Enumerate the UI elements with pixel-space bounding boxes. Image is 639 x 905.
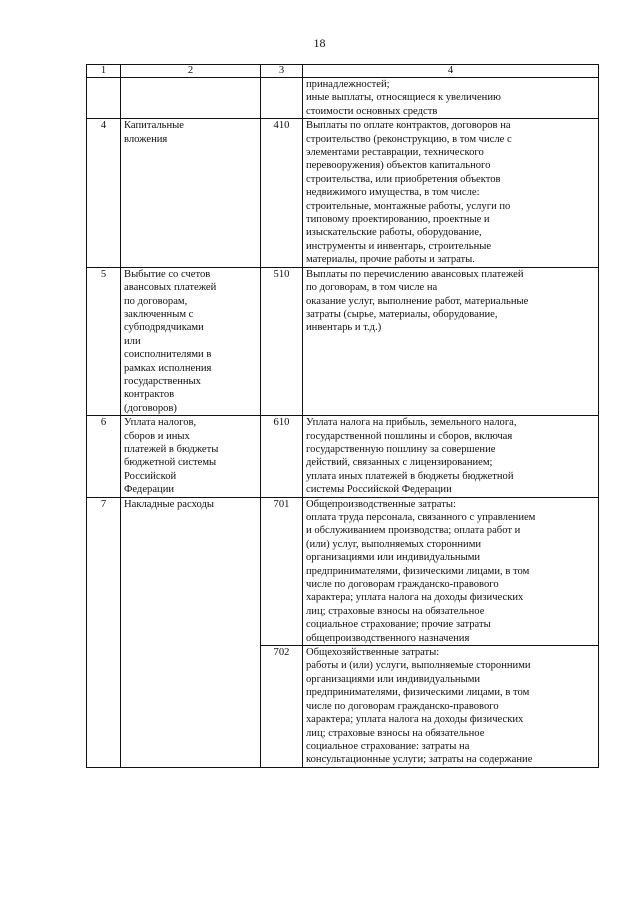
text-line: инвентарь и т.д.) <box>306 322 382 334</box>
text-line: материалы, прочие работы и затраты. <box>306 254 475 266</box>
text-line: социальное страхование; прочие затраты <box>306 619 491 631</box>
expense-table <box>86 64 599 768</box>
text-line: Общепроизводственные затраты: <box>306 498 456 510</box>
row-description <box>303 646 599 768</box>
text-line: стоимости основных средств <box>306 105 438 117</box>
text-line: Общехозяйственные затраты: <box>306 647 440 659</box>
page-number: 18 <box>313 36 326 50</box>
text-line: Накладные расходы <box>124 498 214 510</box>
text-line: инструменты и инвентарь, строительные <box>306 240 492 252</box>
text-line: строительство (реконструкцию, в том числе с <box>306 133 512 145</box>
text-line: лиц; страховые взносы на обязательное <box>306 605 485 617</box>
text-line: заключенным с <box>124 308 194 320</box>
header-col-1: 1 <box>87 65 121 78</box>
text-line: сборов и иных <box>124 430 190 442</box>
text-line: бюджетной системы <box>124 457 217 469</box>
text-line: (договоров) <box>124 402 177 414</box>
text-line: Уплата налога на прибыль, земельного налога, <box>306 417 517 429</box>
text-line: типовому проектированию, проектные и <box>306 214 490 226</box>
text-line: числе по договорам гражданско-правового <box>306 579 499 591</box>
text-line: предпринимателями, физическими лицами, в том <box>306 565 530 577</box>
row-code: 701 <box>261 497 303 645</box>
row-number: 5 <box>87 267 121 415</box>
text-line: числе по договорам гражданско-правового <box>306 700 499 712</box>
row-code: 610 <box>261 416 303 497</box>
row-name <box>121 416 261 497</box>
row-number: 6 <box>87 416 121 497</box>
text-line: оказание услуг, выполнение работ, материальные <box>306 295 529 307</box>
text-line: Выплаты по перечислению авансовых платежей <box>306 268 524 280</box>
text-line: по договорам, <box>124 295 188 307</box>
text-line: Выплаты по оплате контрактов, договоров на <box>306 120 511 132</box>
text-line: государственных <box>124 375 201 387</box>
row-code: 702 <box>261 646 303 768</box>
text-line: государственной пошлины и сборов, включая <box>306 430 513 442</box>
row-description <box>303 416 599 497</box>
table-row <box>87 119 599 267</box>
text-line: характера; уплата налога на доходы физических <box>306 714 524 726</box>
text-line: субподрядчиками <box>124 322 204 334</box>
header-col-4: 4 <box>303 65 599 78</box>
text-line: перевооружения) объектов капитального <box>306 160 491 172</box>
row-number: 4 <box>87 119 121 267</box>
text-line: (или) услуг, выполняемых сторонними <box>306 538 482 550</box>
text-line: Российской <box>124 470 177 482</box>
text-line: и обслуживанием производства; оплата работ и <box>306 525 521 537</box>
row-number: 7 <box>87 497 121 767</box>
text-line: иные выплаты, относящиеся к увеличению <box>306 92 501 104</box>
row-code: 410 <box>261 119 303 267</box>
text-line: действий, связанных с лицензированием; <box>306 457 493 469</box>
text-line: по договорам, в том числе на <box>306 282 438 294</box>
text-line: вложения <box>124 133 168 145</box>
row-name <box>121 497 261 767</box>
text-line: соисполнителями в <box>124 349 212 361</box>
row-description <box>303 119 599 267</box>
text-line: оплата труда персонала, связанного с управлением <box>306 512 536 523</box>
header-col-3: 3 <box>261 65 303 78</box>
text-line: лиц; страховые взносы на обязательное <box>306 727 485 739</box>
text-line: авансовых платежей <box>124 282 217 294</box>
text-line: работы и (или) услуги, выполняемые сторонними <box>306 660 531 672</box>
text-line: Капитальные <box>124 120 184 132</box>
row-description <box>303 267 599 415</box>
header-row <box>87 65 599 78</box>
row-name <box>121 267 261 415</box>
text-line: консультационные услуги; затраты на содержание <box>306 754 533 766</box>
row-name <box>121 119 261 267</box>
header-col-2: 2 <box>121 65 261 78</box>
text-line: характера; уплата налога на доходы физических <box>306 592 524 604</box>
table-row <box>87 267 599 415</box>
text-line: затраты (сырье, материалы, оборудование, <box>306 308 498 320</box>
text-line: принадлежностей; <box>306 79 390 90</box>
text-line: изыскательские работы, оборудование, <box>306 227 482 239</box>
text-line: рамках исполнения <box>124 362 212 374</box>
row-code: 510 <box>261 267 303 415</box>
text-line: общепроизводственного назначения <box>306 632 470 644</box>
table-row <box>87 416 599 497</box>
text-line: или <box>124 335 141 347</box>
continuation-row <box>87 78 599 119</box>
text-line: государственную пошлину за совершение <box>306 443 496 455</box>
text-line: организациями или индивидуальными <box>306 673 481 685</box>
table-row <box>87 497 599 645</box>
text-line: строительства, или приобретения объектов <box>306 173 501 185</box>
text-line: уплата иных платежей в бюджеты бюджетной <box>306 470 514 482</box>
continuation-description <box>303 78 599 119</box>
text-line: Выбытие со счетов <box>124 268 211 280</box>
text-line: контрактов <box>124 389 175 401</box>
row-description <box>303 497 599 645</box>
text-line: недвижимого имущества, в том числе: <box>306 187 480 199</box>
text-line: Уплата налогов, <box>124 417 197 429</box>
text-line: строительные, монтажные работы, услуги по <box>306 200 511 212</box>
text-line: системы Российской Федерации <box>306 484 452 496</box>
text-line: организациями или индивидуальными <box>306 552 481 564</box>
text-line: предпринимателями, физическими лицами, в том <box>306 687 530 699</box>
text-line: платежей в бюджеты <box>124 443 219 455</box>
text-line: элементами реставрации, технического <box>306 147 484 159</box>
text-line: Федерации <box>124 484 175 496</box>
text-line: социальное страхование: затраты на <box>306 740 470 752</box>
